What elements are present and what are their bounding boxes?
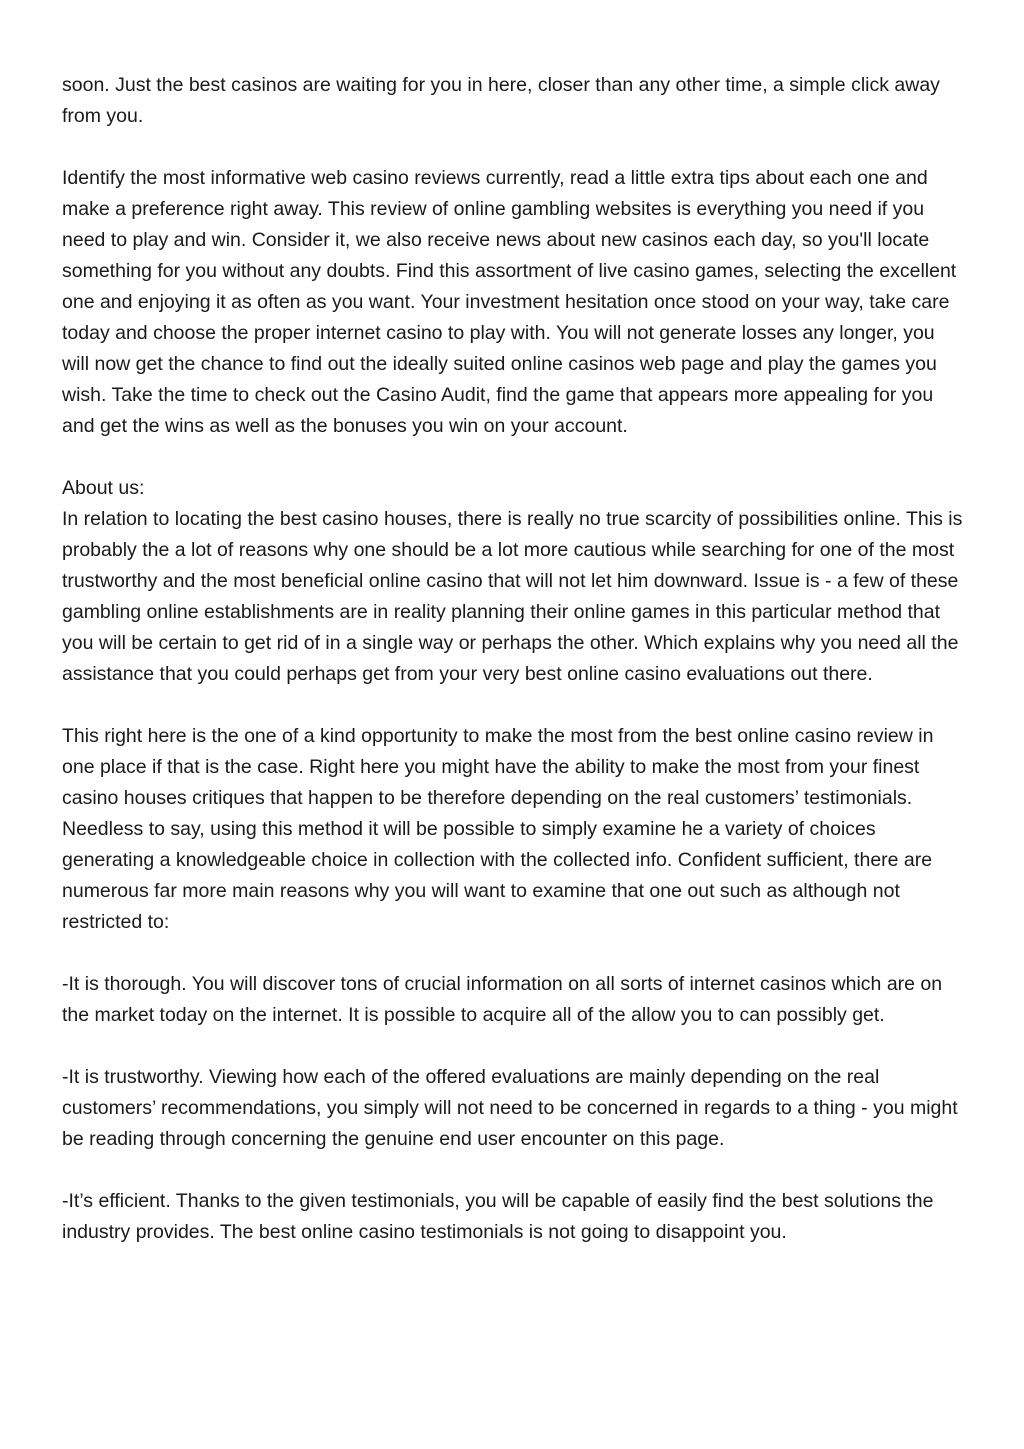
paragraph-intro: soon. Just the best casinos are waiting for you in here, closer than any other time, a simple click away from you. bbox=[62, 74, 940, 127]
about-paragraph: In relation to locating the best casino houses, there is really no true scarcity of possibilities online. This is probably the a lot of reasons why one should be a lot more cautious while searching for one of the most trustworthy and the most beneficial online casino that will not let him downward. Issue is - a few of these gambling online establishments are in reality planning their online games in this particular method that you will be certain to get rid of in a single way or perhaps the other. Which explains why you need all the assistance that you could perhaps get from your very best online casino evaluations out there. bbox=[62, 508, 963, 685]
about-heading: About us: bbox=[62, 477, 145, 499]
about-section bbox=[62, 473, 967, 690]
paragraph-opportunity: This right here is the one of a kind opportunity to make the most from the best online casino review in one place if that is the case. Right here you might have the ability to make the most from your finest casino houses critiques that happen to be therefore depending on the real customers’ testimonials. Needless to say, using this method it will be possible to simply examine he a variety of choices generating a knowledgeable choice in collection with the collected info. Confident sufficient, there are numerous far more main reasons why you will want to examine that one out such as although not restricted to: bbox=[62, 725, 934, 933]
paragraph-thorough: -It is thorough. You will discover tons of crucial information on all sorts of internet casinos which are on the market today on the internet. It is possible to acquire all of the allow you to can possibly get. bbox=[62, 973, 943, 1026]
document-body bbox=[62, 70, 967, 1279]
paragraph-reviews: Identify the most informative web casino reviews currently, read a little extra tips about each one and make a preference right away. This review of online gambling websites is everything you need if you need to play and win. Consider it, we also receive news about new casinos each day, so you'll locate something for you without any doubts. Find this assortment of live casino games, selecting the excellent one and enjoying it as often as you want. Your investment hesitation once stood on your way, take care today and choose the proper internet casino to play with. You will not generate losses any longer, you will now get the chance to find out the ideally suited online casinos web page and play the games you wish. Take the time to check out the Casino Audit, find the game that appears more appealing for you and get the wins as well as the bonuses you win on your account. bbox=[62, 167, 957, 437]
paragraph-trustworthy: -It is trustworthy. Viewing how each of the offered evaluations are mainly depending on the real customers’ recommendations, you simply will not need to be concerned in regards to a thing - you might be reading through concerning the genuine end user encounter on this page. bbox=[62, 1066, 958, 1150]
paragraph-efficient: -It’s efficient. Thanks to the given testimonials, you will be capable of easily find the best solutions the industry provides. The best online casino testimonials is not going to disappoint you. bbox=[62, 1190, 934, 1243]
